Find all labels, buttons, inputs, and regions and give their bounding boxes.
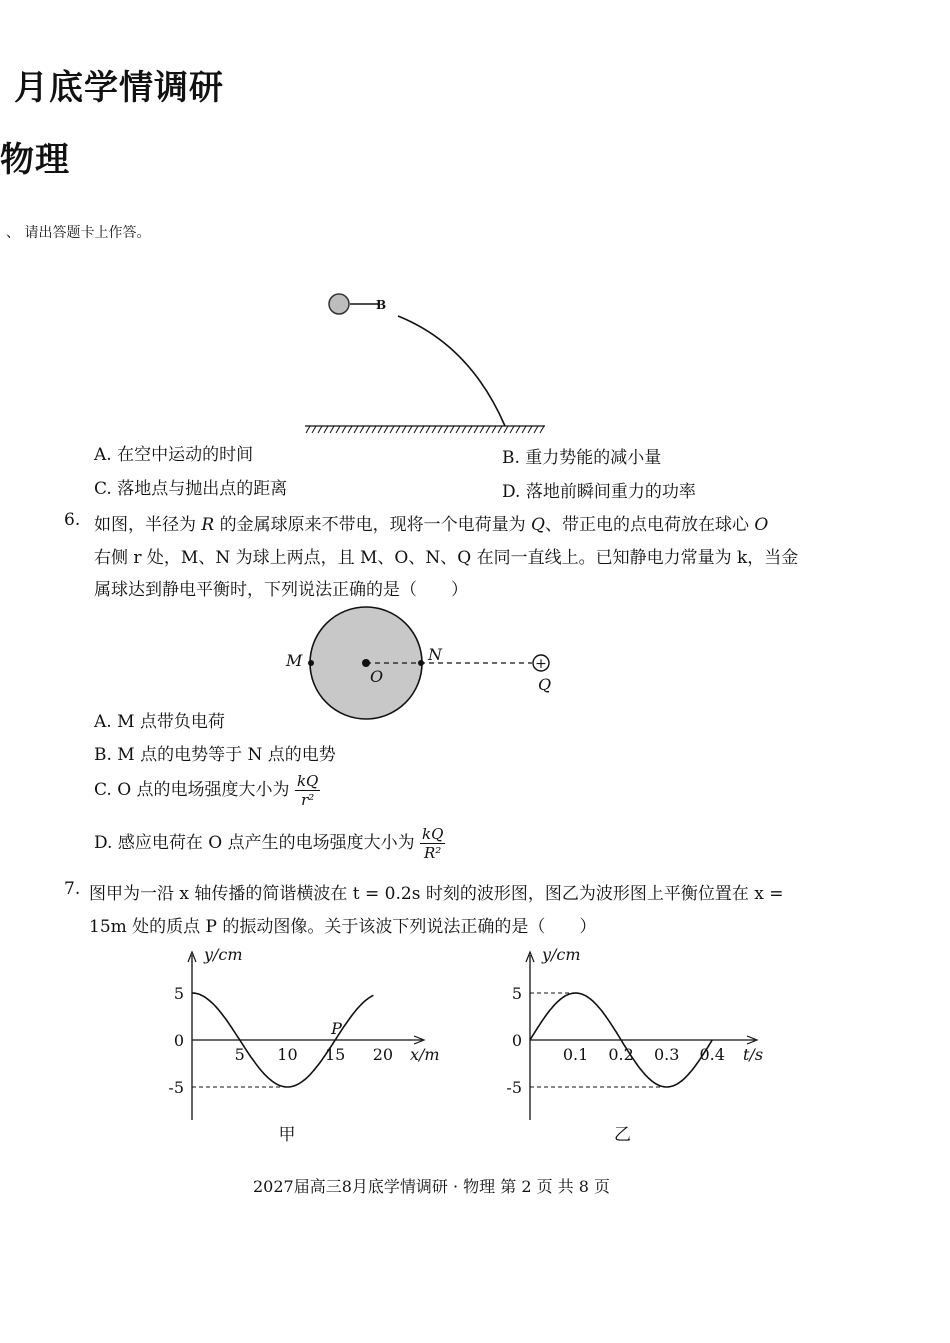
y-tick-label: 5 (173, 984, 184, 1003)
y-tick-label: 0 (173, 1031, 184, 1050)
q6-option-d-fraction: $\frac{kQ}{\text{R²}}$ (421, 825, 444, 862)
q6-option-c[interactable]: C. O 点的电场强度大小为 $\frac{kQ}{\text{r²}}$ (94, 772, 319, 809)
q5-option-a[interactable]: A. 在空中运动的时间 (94, 445, 254, 465)
q6-stem-line1: 如图，半径为 R 的金属球原来不带电，现将一个电荷量为 Q、带正电的点电荷放在球心 O (94, 515, 769, 535)
q6-number: 6. (64, 510, 81, 530)
y-tick-label: 0 (511, 1031, 522, 1050)
q6-stem-line3: 属球达到静电平衡时，下列说法正确的是（ ） (94, 580, 468, 600)
label-o: O (370, 667, 384, 686)
q5-option-c[interactable]: C. 落地点与抛出点的距离 (94, 479, 288, 499)
q5-option-d[interactable]: D. 落地前瞬间重力的功率 (502, 482, 696, 502)
vibration-chart-yi (490, 940, 790, 1160)
y-tick-label: -5 (506, 1078, 522, 1097)
x-tick-label: 5 (234, 1045, 245, 1064)
ball-label: B (376, 298, 387, 312)
charge-plus: + (535, 656, 547, 672)
x-tick-label: 15 (325, 1045, 346, 1064)
q7-number: 7. (64, 879, 81, 899)
label-m: M (286, 651, 303, 670)
chart-caption: 乙 (614, 1125, 631, 1145)
page-footer: 2027届高三8月底学情调研 · 物理 第 2 页 共 8 页 (253, 1177, 611, 1196)
q7-stem-line2: 15m 处的质点 P 的振动图像。关于该波下列说法正确的是（ ） (89, 917, 597, 937)
point-p-label: P (331, 1019, 342, 1038)
wave-chart-jia (150, 940, 450, 1160)
x-tick-label: 0.1 (562, 1045, 589, 1064)
x-tick-label: 0.3 (653, 1045, 680, 1064)
label-n: N (428, 645, 442, 664)
point-m (308, 660, 314, 666)
answer-note: 、 请出答题卡上作答。 (6, 225, 151, 241)
q6-option-c-fraction: $\frac{kQ}{\text{r²}}$ (296, 772, 319, 809)
label-q: Q (538, 675, 552, 694)
x-tick-label: 10 (277, 1045, 298, 1064)
y-tick-label: 5 (511, 984, 522, 1003)
y-axis-label: y/cm (542, 945, 581, 964)
q6-stem-line2: 右侧 r 处，M、N 为球上两点，且 M、O、N、Q 在同一直线上。已知静电力常量为 k，当金 (94, 548, 799, 568)
x-tick-label: 0.4 (699, 1045, 725, 1064)
q6-option-d[interactable]: D. 感应电荷在 O 点产生的电场强度大小为 $\frac{kQ}{\text{R²}}$ (94, 825, 444, 862)
q5-option-b[interactable]: B. 重力势能的减小量 (502, 448, 662, 468)
subject-title: 物理 (0, 140, 70, 180)
q6-option-b[interactable]: B. M 点的电势等于 N 点的电势 (94, 745, 336, 765)
exam-title: 月底学情调研 (14, 68, 224, 108)
x-tick-label: 20 (372, 1045, 394, 1064)
x-tick-label: 0.2 (608, 1045, 634, 1064)
x-axis-label: x/m (410, 1045, 440, 1064)
y-axis-label: y/cm (204, 945, 243, 964)
x-axis-label: t/s (743, 1045, 764, 1064)
q7-stem-line1: 图甲为一沿 x 轴传播的简谐横波在 t = 0.2s 时刻的波形图，图乙为波形图上平衡位置在 x = (89, 884, 784, 904)
chart-caption: 甲 (278, 1125, 296, 1145)
y-tick-label: -5 (168, 1078, 184, 1097)
q6-option-a[interactable]: A. M 点带负电荷 (94, 712, 225, 732)
